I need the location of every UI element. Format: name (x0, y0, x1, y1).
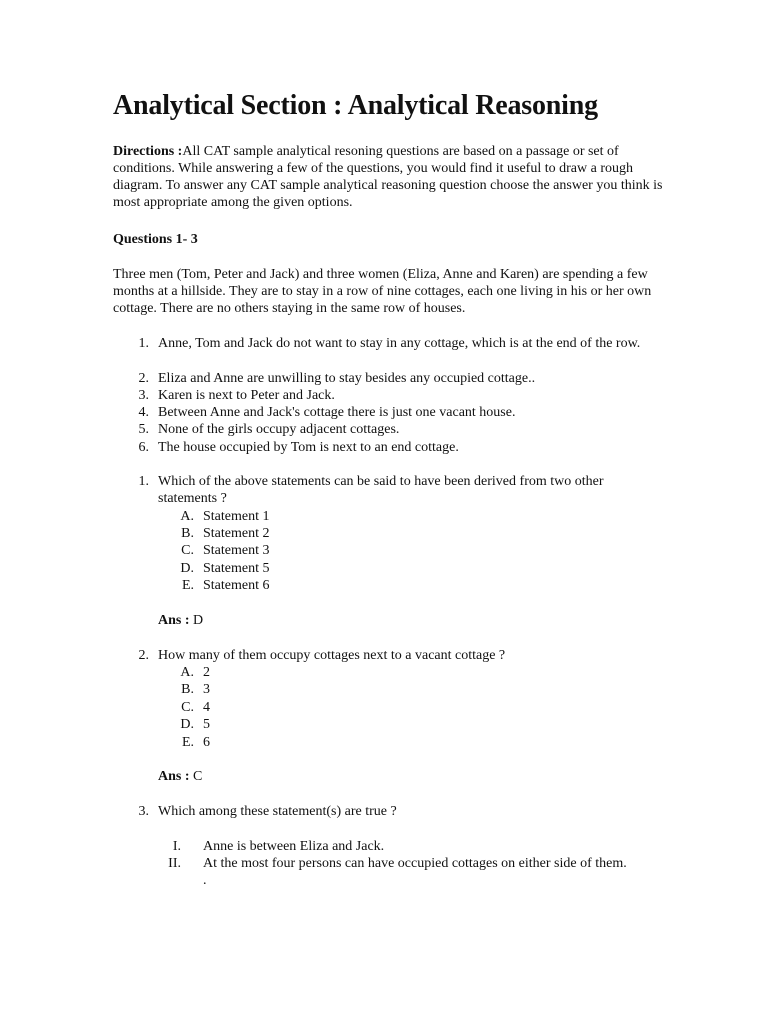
page-title: Analytical Section : Analytical Reasoning (113, 90, 598, 121)
list-item-text: The house occupied by Tom is next to an end cottage. (158, 440, 459, 455)
question-text: Which among these statement(s) are true ? (158, 804, 397, 819)
questions-heading-text: Questions 1- 3 (113, 232, 198, 247)
answer-label: Ans : (158, 769, 190, 784)
option-text: Statement 6 (203, 578, 270, 593)
option-letter: E. (181, 735, 194, 750)
passage-paragraph: Three men (Tom, Peter and Jack) and three women (Eliza, Anne and Karen) are spending a few months at a hillside. They are to stay in a row of nine cottages, each one living in his or her own cottage. There are no others staying in the same row of houses. (113, 267, 652, 316)
option-text: 4 (203, 700, 210, 715)
answer-value: D (193, 613, 204, 628)
option-text: 6 (203, 735, 210, 750)
question-text: Which of the above statements can be said to have been derived from two other statements ? (158, 474, 604, 506)
list-item-number: 1. (138, 336, 149, 351)
option-letter: C. (181, 543, 194, 558)
option-letter: E. (181, 578, 194, 593)
option-letter: C. (181, 700, 194, 715)
option-letter: A. (180, 509, 194, 524)
directions-text: All CAT sample analytical resoning questions are based on a passage or set of conditions. While answering a few of the questions, you would find it useful to draw a rough diagram. To answer any CAT sample analytical reasoning question choose the answer you think is most appropriate among the given options. (113, 144, 663, 210)
option-text: Statement 2 (203, 526, 270, 541)
option-text: Statement 5 (203, 561, 270, 576)
option-letter: D. (180, 717, 194, 732)
roman-numeral: II. (168, 856, 181, 871)
option-text: Statement 1 (203, 509, 270, 524)
list-item-text: Eliza and Anne are unwilling to stay besides any occupied cottage.. (158, 371, 536, 386)
option-letter: D. (180, 561, 194, 576)
list-item-number: 3. (138, 388, 149, 403)
directions-label: Directions : (113, 144, 183, 159)
question-text: How many of them occupy cottages next to a vacant cottage ? (158, 648, 506, 663)
answer-value: C (193, 769, 203, 784)
roman-numeral: I. (172, 839, 181, 854)
option-text: 2 (203, 665, 210, 680)
answer-label: Ans : (158, 613, 190, 628)
option-letter: A. (180, 665, 194, 680)
list-item-number: 5. (138, 422, 149, 437)
option-text: 3 (203, 682, 210, 697)
directions-paragraph (113, 143, 673, 211)
option-text: Statement 3 (203, 543, 270, 558)
list-item-number: 6. (138, 440, 149, 455)
list-item-text: Anne, Tom and Jack do not want to stay in any cottage, which is at the end of the row. (158, 336, 641, 351)
list-item-number: 4. (138, 405, 149, 420)
list-item-text: Karen is next to Peter and Jack. (158, 388, 335, 403)
answer (158, 768, 202, 785)
list-item-text: None of the girls occupy adjacent cottages. (158, 422, 400, 437)
question-number: 2. (138, 648, 149, 663)
option-text: 5 (203, 717, 210, 732)
roman-item-text: At the most four persons can have occupied cottages on either side of them. . (203, 856, 627, 888)
question-number: 3. (138, 804, 149, 819)
list-item-number: 2. (138, 371, 149, 386)
question-number: 1. (138, 474, 149, 489)
answer (158, 612, 203, 629)
questions-heading (113, 231, 673, 248)
list-item-text: Between Anne and Jack's cottage there is just one vacant house. (158, 405, 516, 420)
option-letter: B. (181, 526, 194, 541)
option-letter: B. (181, 682, 194, 697)
roman-item-text: Anne is between Eliza and Jack. (203, 839, 385, 854)
